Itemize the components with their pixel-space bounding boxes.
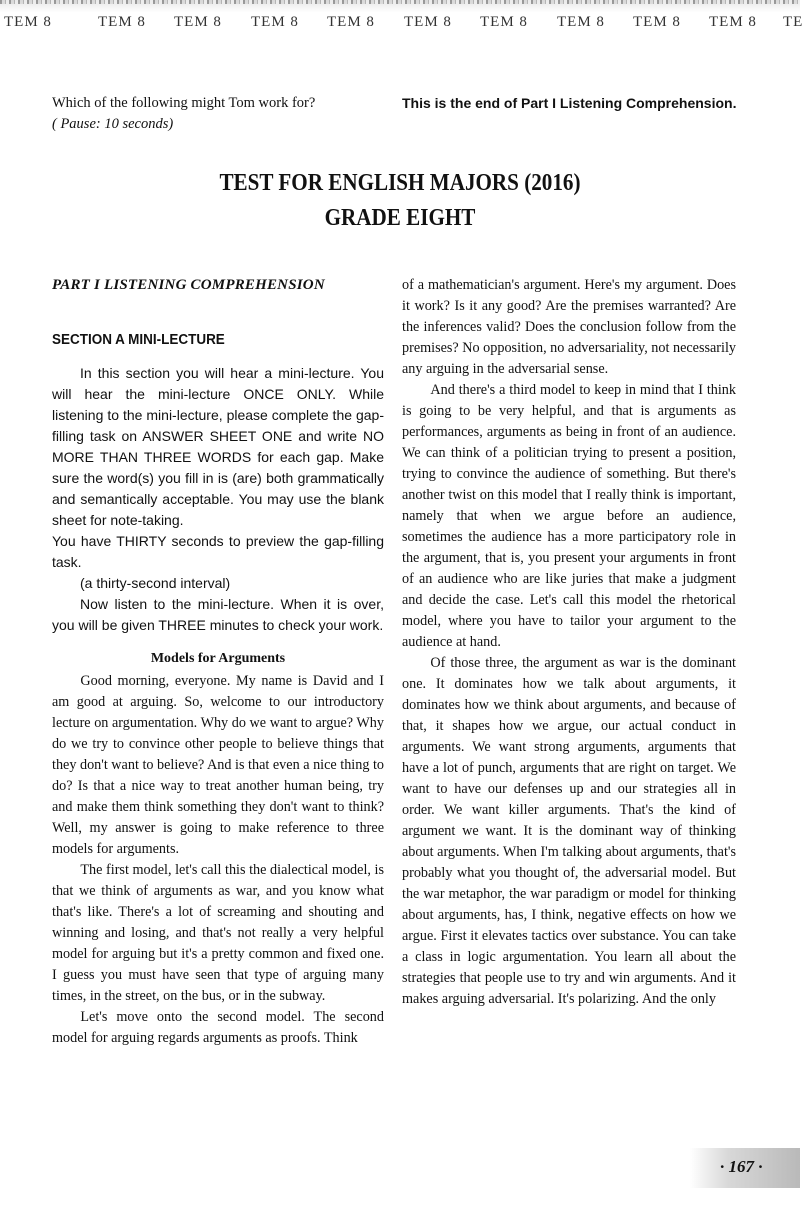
previous-question (52, 93, 315, 135)
lecture-paragraph: And there's a third model to keep in mind that I think is going to be very helpful, and that is arguments as performances, arguments as being in front of an audience. We can think of a politician trying to present a position, trying to convince the audience of something. But there's another twist on this model that I really think is important, namely that when we argue before an audience, sometimes the audience has a more participatory role in the argument, that is, you present your arguments in front of an audience who are like juries that make a judgment and decide the case. Let's call this model the rhetorical model, where you have to tailor your argument to the audience at hand. (402, 382, 736, 650)
header-tab: TEM 8 (709, 14, 757, 30)
lecture-paragraph: Let's move onto the second model. The second model for arguing regards arguments as proofs. Think (52, 1009, 384, 1046)
header-tab: TEM 8 (557, 14, 605, 30)
scan-noise (0, 0, 800, 4)
lecture-title: Models for Arguments (150, 651, 286, 666)
listen-instruction: Now listen to the mini-lecture. When it is over, you will be given THREE minutes to check your work. (52, 596, 384, 633)
header-tab: TEM 8 (174, 14, 222, 30)
header-tab: TEM 8 (480, 14, 528, 30)
lecture-paragraph: Of those three, the argument as war is the dominant one. It dominates how we talk about arguments, it dominates how we think about arguments, and because of that, it shapes how we argue, our actual conduct in arguments. We want strong arguments, arguments that have a lot of punch, arguments that are right on target. We want to have our defenses up and our strategies all in order. We want killer arguments. That's the kind of argument we want. It is the dominant way of thinking about arguments. When I'm talking about arguments, that's probably what you thought of, the adversarial model. But the war metaphor, the war paradigm or model for thinking about arguments, has, I think, negative effects on how we argue. First it elevates tactics over substance. You can take a class in logic argumentation. You learn all about the strategies that people use to try and win arguments. And it makes arguing adversarial. It's polarizing. And the only (402, 655, 736, 1007)
lecture-paragraph: Good morning, everyone. My name is David and I am good at arguing. So, welcome to our introductory lecture on argumentation. Why do we want to argue? Why do we try to convince other people to believe things that they don't want to believe? And is that even a nice thing to do? Is that a nice way to treat another human being, try and make them think something they don't want to think? Well, my answer is going to make reference to three models for arguments. (52, 673, 384, 857)
header-tab: TE (783, 14, 803, 30)
page-number-tab (690, 1148, 800, 1188)
lecture-paragraph: The first model, let's call this the dialectical model, is that we think of arguments as war, and you know what that's like. There's a lot of screaming and shouting and winning and losing, and that's not really a very helpful model for arguing but it's a pretty common and fixed one. I guess you must have seen that type of arguing many times, in the street, on the bus, or in the subway. (52, 862, 384, 1004)
right-column (402, 275, 736, 1010)
preview-instruction: You have THIRTY seconds to preview the gap-filling task. (52, 533, 384, 570)
interval-note: (a thirty-second interval) (80, 575, 231, 591)
test-title: TEST FOR ENGLISH MAJORS (2016) (219, 170, 581, 196)
page-number: · 167 · (720, 1157, 763, 1176)
header-tab: TEM 8 (4, 14, 52, 30)
instructions: In this section you will hear a mini-lecture. You will hear the mini-lecture ONCE ONLY. While listening to the mini-lecture, please complete the gap-filling task on ANSWER SHEET ONE and write NO MORE THAN THREE WORDS for each gap. Make sure the word(s) you fill in is (are) both grammatically and semantically acceptable. You may use the blank sheet for note-taking. (52, 365, 384, 528)
end-of-part-note: This is the end of Part I Listening Comprehension. (402, 95, 737, 111)
header-tab: TEM 8 (251, 14, 299, 30)
part-heading: PART I LISTENING COMPREHENSION (52, 277, 325, 293)
header-tab: TEM 8 (327, 14, 375, 30)
header-tab: TEM 8 (404, 14, 452, 30)
section-heading: SECTION A MINI-LECTURE (52, 332, 225, 348)
header-tab: TEM 8 (633, 14, 681, 30)
header-tab: TEM 8 (98, 14, 146, 30)
pause-note: ( Pause: 10 seconds) (52, 116, 174, 132)
left-column (52, 275, 384, 1049)
question-text: Which of the following might Tom work for? (52, 95, 316, 111)
lecture-paragraph: of a mathematician's argument. Here's my argument. Does it work? Is it any good? Are the premises warranted? Are the inferences valid? Does the conclusion follow from the premises? No opposition, no adversariality, not necessarily any arguing in the adversarial sense. (402, 277, 736, 377)
running-header (0, 0, 803, 42)
test-grade: GRADE EIGHT (324, 205, 476, 231)
